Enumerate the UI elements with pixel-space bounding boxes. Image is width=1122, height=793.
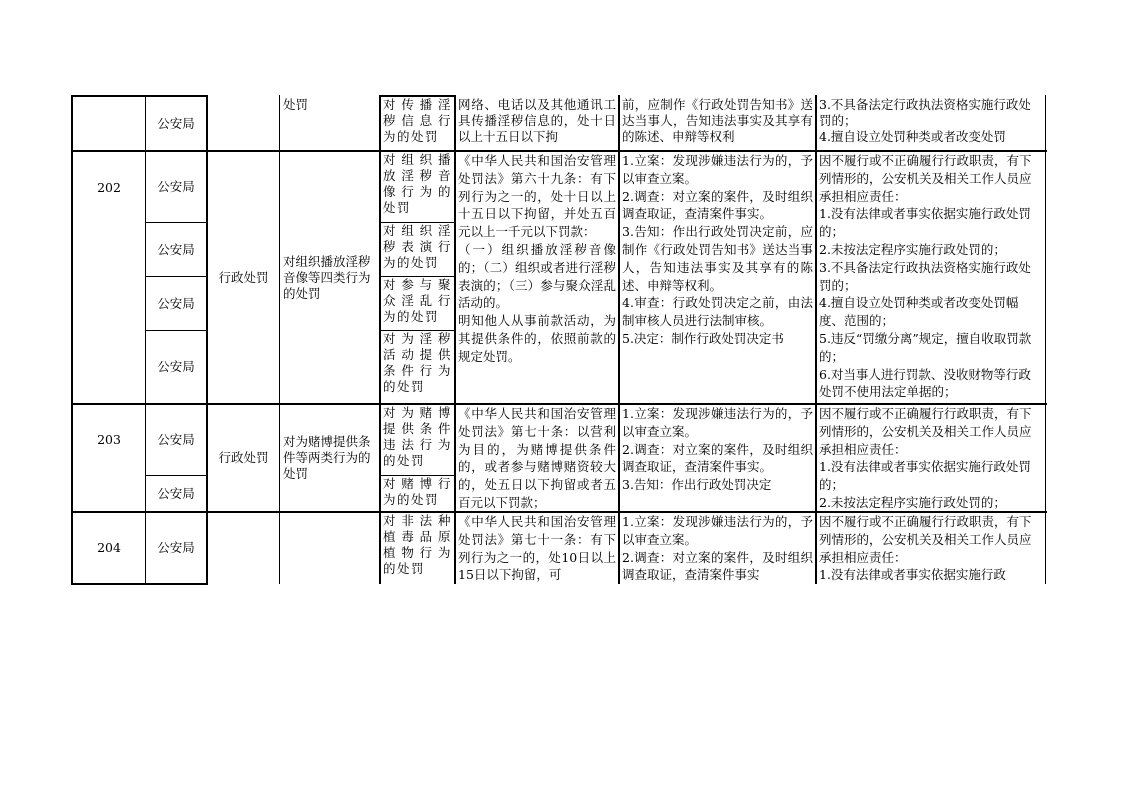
agency-cell: 公安局: [157, 359, 195, 374]
item-cell: 对参与聚众淫乱行为的处罚: [383, 277, 452, 324]
item-cell: 对组织淫秽表演行为的处罚: [383, 223, 452, 270]
item-cell: 对赌博行为的处罚: [383, 476, 452, 507]
liability-cell: 因不履行或不正确履行行政职责，有下列情形的，公安机关及相关工作人员应承担相应责任： 1.没有法律或者事实依据实施行政: [819, 514, 1032, 583]
item-cell: 对非法种植毒品原植物行为的处罚: [383, 513, 452, 576]
category-cell: 处罚: [283, 97, 309, 112]
process-cell: 前，应制作《行政处罚告知书》送达当事人，告知违法事实及其享有的陈述、申辩等权利: [622, 97, 813, 144]
agency-cell: 公安局: [157, 485, 195, 501]
agency-cell: 公安局: [157, 295, 195, 311]
liability-cell: 因不履行或不正确履行行政职责，有下列情形的，公安机关及相关工作人员应承担相应责任： 1.没有法律或者事实依据实施行政处罚的； 2.未按法定程序实施行政处罚的；: [819, 406, 1032, 510]
agency-cell: 公安局: [157, 432, 195, 447]
row-number: 203: [97, 432, 121, 447]
group-cell: [280, 152, 379, 403]
basis-cell: 网络、电话以及其他通讯工具传播淫秽信息的，处十日以上十五日以下拘: [458, 97, 616, 144]
agency-cell: 公安局: [157, 115, 195, 131]
process-cell: 1.立案：发现涉嫌违法行为的，予以审查立案。 2.调查：对立案的案件，及时组织调查取证，查清案件事实。 3.告知：作出行政处罚决定前，应制作《行政处罚告知书》送达当事人，告知违法事实及其享有的陈述、申辩等权利。 4.审查：行政处罚决定之前，由法制审核人员进行法制审核。 5.决定：制作行政处罚决定书: [622, 153, 813, 346]
row-number: 202: [97, 180, 121, 195]
category-cell: 行政处罚: [218, 269, 269, 285]
process-cell: 1.立案：发现涉嫌违法行为的，予以审查立案。 2.调查：对立案的案件，及时组织调查取证，查清案件事实: [622, 514, 813, 583]
item-cell: 对为淫秽活动提供条件行为的处罚: [383, 331, 452, 394]
category-cell: 行政处罚: [218, 450, 269, 465]
item-cell: 对为赌博提供条件违法行为的处罚: [383, 405, 452, 468]
group-cell: [280, 405, 379, 511]
basis-cell: 《中华人民共和国治安管理处罚法》第七十一条：有下列行为之一的，处10日以上15日以下拘留，可: [458, 514, 616, 583]
agency-cell: 公安局: [157, 540, 195, 555]
group-label: 对组织播放淫秽音像等四类行为的处罚: [283, 253, 371, 301]
process-cell: 1.立案：发现涉嫌违法行为的，予以审查立案。 2.调查：对立案的案件，及时组织调查取证，查清案件事实。 3.告知：作出行政处罚决定: [622, 406, 813, 493]
item-cell: 对组织播放淫秽音像行为的处罚: [383, 152, 452, 215]
group-label: 对为赌博提供条件等两类行为的处罚: [283, 434, 371, 481]
basis-cell: 《中华人民共和国治安管理处罚法》第七十条：以营利为目的，为赌博提供条件的，或者参与赌博赌资较大的，处五日以下拘留或者五百元以下罚款；: [458, 406, 616, 510]
agency-cell: 公安局: [157, 241, 195, 257]
liability-cell: 因不履行或不正确履行行政职责，有下列情形的，公安机关及相关工作人员应承担相应责任： 1.没有法律或者事实依据实施行政处罚的； 2.未按法定程序实施行政处罚的； 3.不具备法定行政执法资格实施行政处罚的； 4.擅自设立处罚种类或者改变处罚幅度、范围的； 5.违反“罚缴分离”规定，擅自收取罚款的； 6.对当事人进行罚款、没收财物等行政处罚不使用法定单据的；: [819, 153, 1032, 400]
liability-cell: 3.不具备法定行政执法资格实施行政处罚的； 4.擅自设立处罚种类或者改变处罚: [819, 97, 1031, 144]
basis-cell: 《中华人民共和国治安管理处罚法》第六十九条：有下列行为之一的，处十日以上十五日以下拘留，并处五百元以上一千元以下罚款： （一）组织播放淫秽音像的；（二）组织或者进行淫秽表演的；（三）参与聚众淫乱活动的。 明知他人从事前款活动，为其提供条件的，依照前款的规定处罚。: [458, 153, 616, 364]
agency-cell: 公安局: [157, 179, 195, 194]
row-number: 204: [97, 540, 121, 555]
item-cell: 对传播淫秽信息行为的处罚: [383, 97, 452, 144]
